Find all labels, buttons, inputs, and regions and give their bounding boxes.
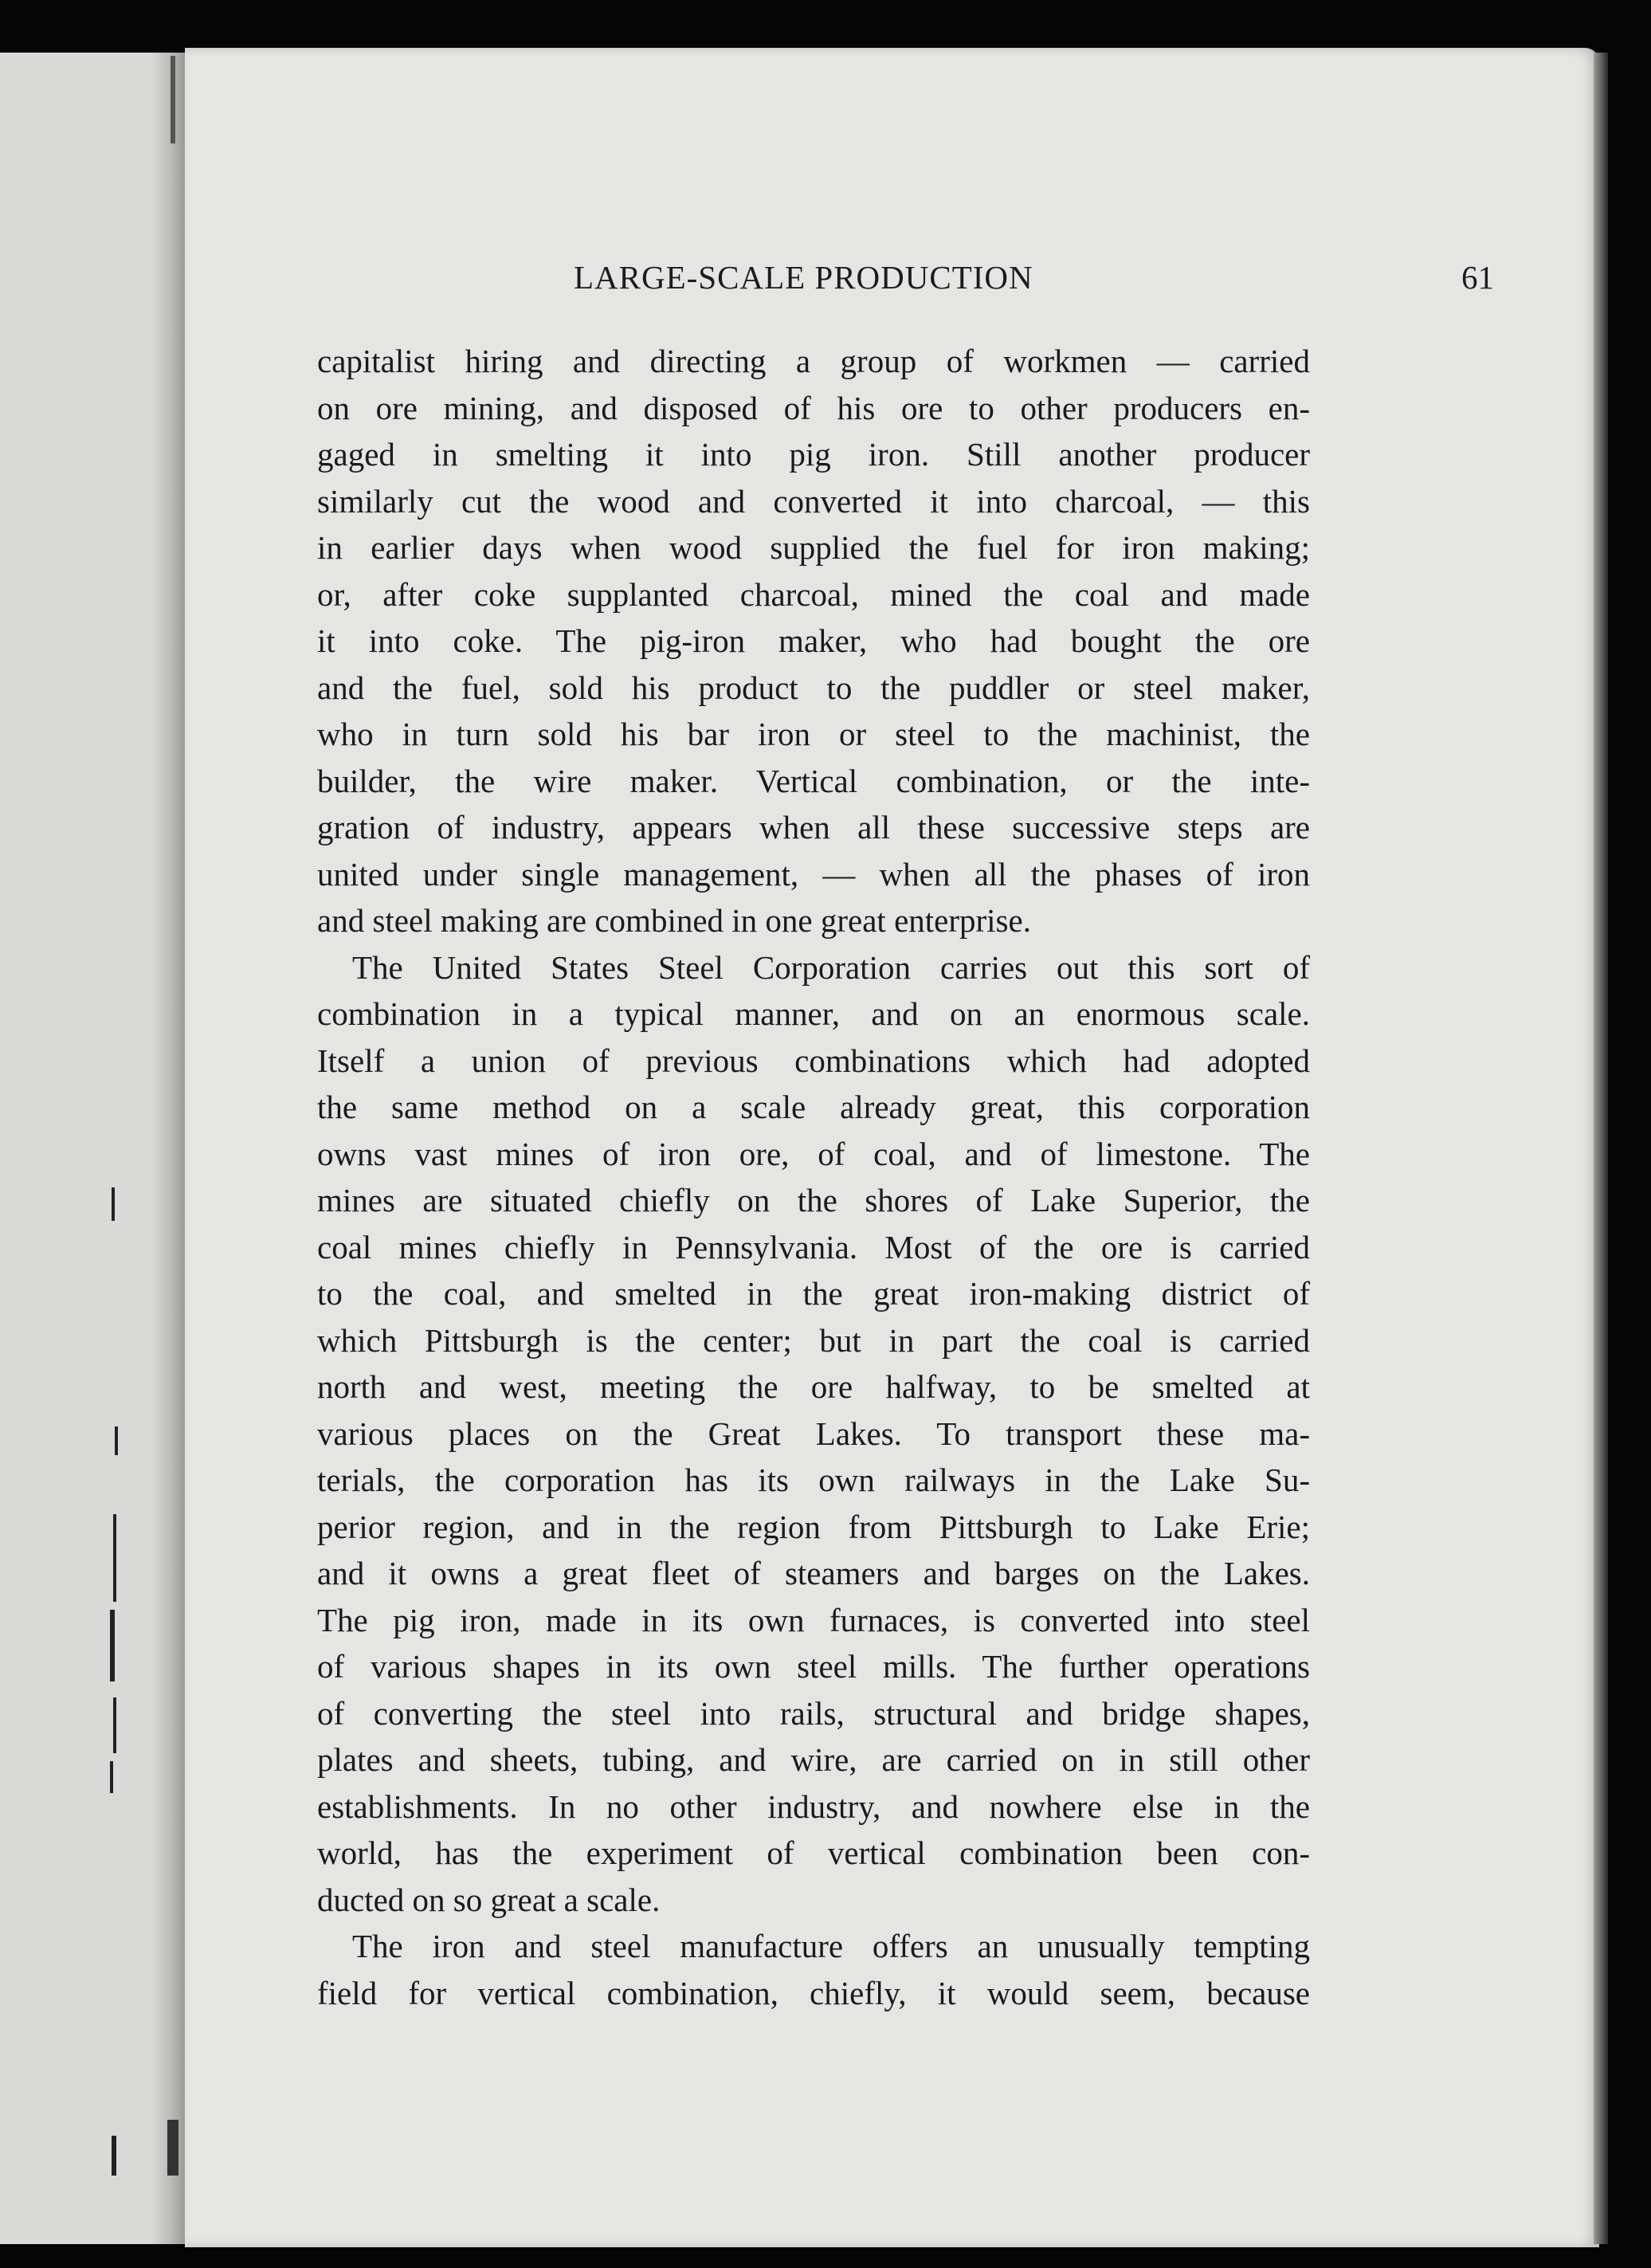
- margin-mark: [112, 1187, 115, 1221]
- text-line: on ore mining, and disposed of his ore to other producers en-: [317, 389, 1310, 426]
- text-line: united under single management, — when all the phases of iron: [317, 855, 1310, 893]
- text-line: world, has the experiment of vertical combination been con-: [317, 1834, 1310, 1871]
- text-line: plates and sheets, tubing, and wire, are carried on in still other: [317, 1741, 1310, 1778]
- text-line: and it owns a great fleet of steamers and barges on the Lakes.: [317, 1555, 1310, 1591]
- text-line: perior region, and in the region from Pittsburgh to Lake Erie;: [317, 1508, 1310, 1545]
- book-page: [185, 48, 1599, 2247]
- margin-mark: [167, 2120, 178, 2176]
- text-line: which Pittsburgh is the center; but in part the coal is carried: [317, 1321, 1310, 1359]
- text-line: combination in a typical manner, and on an enormous scale.: [317, 995, 1310, 1032]
- text-line: north and west, meeting the ore halfway, to be smelted at: [317, 1368, 1310, 1405]
- body-text: [317, 338, 1310, 2016]
- text-line: mines are situated chiefly on the shores of Lake Superior, the: [317, 1182, 1310, 1218]
- margin-mark: [110, 1610, 115, 1681]
- text-line: gaged in smelting it into pig iron. Still another producer: [317, 436, 1310, 473]
- text-line: capitalist hiring and directing a group of workmen — carried: [317, 343, 1310, 379]
- margin-mark: [113, 1514, 116, 1602]
- margin-mark: [112, 2136, 116, 2176]
- text-line: The United States Steel Corporation carries out this sort of: [352, 948, 1310, 986]
- page-edge-shadow: [1594, 53, 1608, 2244]
- running-head: [185, 258, 1494, 306]
- margin-mark: [171, 56, 175, 143]
- text-line: to the coal, and smelted in the great iron-making district of: [317, 1275, 1310, 1312]
- text-line: gration of industry, appears when all these successive steps are: [317, 809, 1310, 846]
- text-line: and steel making are combined in one great enterprise.: [317, 902, 1031, 939]
- paragraph: [317, 338, 1310, 944]
- margin-mark: [115, 1426, 118, 1455]
- text-line: builder, the wire maker. Vertical combination, or the inte-: [317, 762, 1310, 799]
- text-line: of various shapes in its own steel mills. The further operations: [317, 1648, 1310, 1685]
- text-line: similarly cut the wood and converted it into charcoal, — this: [317, 482, 1310, 520]
- text-line: or, after coke supplanted charcoal, mined the coal and made: [317, 575, 1310, 613]
- text-line: various places on the Great Lakes. To transport these ma-: [317, 1415, 1310, 1452]
- text-line: field for vertical combination, chiefly, it would seem, because: [317, 1974, 1310, 2011]
- text-line: it into coke. The pig-iron maker, who had bought the ore: [317, 622, 1310, 659]
- gutter-shadow: [151, 53, 185, 2244]
- text-line: coal mines chiefly in Pennsylvania. Most of the ore is carried: [317, 1228, 1310, 1265]
- text-line: of converting the steel into rails, structural and bridge shapes,: [317, 1694, 1310, 1732]
- text-line: The pig iron, made in its own furnaces, is converted into steel: [317, 1601, 1310, 1638]
- margin-mark: [110, 1761, 113, 1793]
- text-line: in earlier days when wood supplied the fuel for iron making;: [317, 529, 1310, 566]
- text-line: Itself a union of previous combinations which had adopted: [317, 1042, 1310, 1079]
- text-line: the same method on a scale already great, this corporation: [317, 1089, 1310, 1125]
- text-line: ducted on so great a scale.: [317, 1881, 661, 1918]
- text-line: The iron and steel manufacture offers an unusually tempting: [352, 1928, 1310, 1964]
- text-line: terials, the corporation has its own railways in the Lake Su-: [317, 1462, 1310, 1498]
- text-line: who in turn sold his bar iron or steel to the machinist, the: [317, 716, 1310, 752]
- paragraph: [317, 1923, 1310, 2016]
- running-head-title: LARGE-SCALE PRODUCTION: [574, 259, 1033, 296]
- margin-mark: [113, 1697, 116, 1753]
- text-line: owns vast mines of iron ore, of coal, and of limestone. The: [317, 1135, 1310, 1172]
- text-line: establishments. In no other industry, and nowhere else in the: [317, 1787, 1310, 1825]
- paragraph: [317, 944, 1310, 1924]
- page-number: 61: [1461, 259, 1494, 296]
- text-line: and the fuel, sold his product to the puddler or steel maker,: [317, 669, 1310, 706]
